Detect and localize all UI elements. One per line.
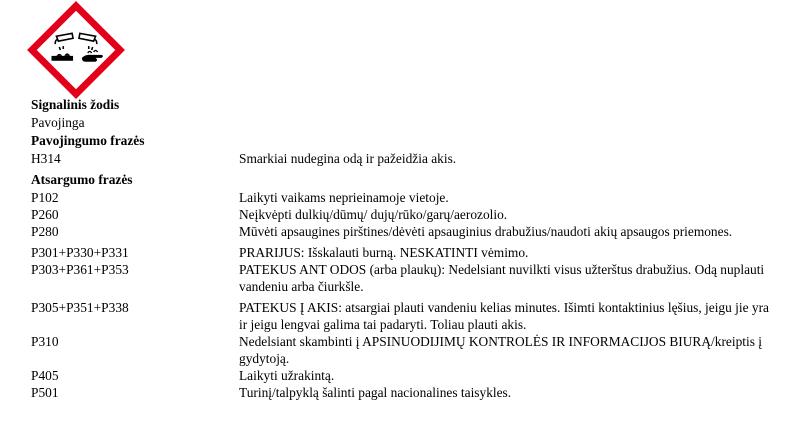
statement-text: Laikyti vaikams neprieinamoje vietoje. xyxy=(239,190,449,205)
statement-row-p303-p361-p353 xyxy=(31,261,781,295)
statement-code: P102 xyxy=(31,190,59,205)
statement-row-h314 xyxy=(31,150,781,167)
statement-code: P305+P351+P338 xyxy=(31,300,129,315)
statement-text: Turinį/talpyklą šalinti pagal nacionalines taisykles. xyxy=(239,385,512,400)
statement-text: PATEKUS Į AKIS: atsargiai plauti vandeniu kelias minutes. Išimti kontaktinius lęšius, jeigu jie yra ir jeigu lengvai galima tai padaryti. Toliau plauti akis. xyxy=(239,300,769,332)
statement-text: PATEKUS ANT ODOS (arba plaukų): Nedelsiant nuvilkti visus užterštus drabužius. Odą nuplauti vandeniu arba čiurkšle. xyxy=(239,262,765,294)
statement-row-p102 xyxy=(31,189,781,206)
statement-row-p310 xyxy=(31,333,781,367)
signal-word-value: Pavojinga xyxy=(31,115,85,130)
corrosion-ghs05-icon xyxy=(27,1,125,99)
statement-text: PRARIJUS: Išskalauti burną. NESKATINTI vėmimo. xyxy=(239,245,529,260)
statement-row-p280 xyxy=(31,223,781,240)
statement-text: Neįkvėpti dulkių/dūmų/ dujų/rūko/garų/aerozolio. xyxy=(239,207,508,222)
corrosion-pictogram xyxy=(27,1,125,99)
statement-code: P310 xyxy=(31,334,59,349)
statement-row-p260 xyxy=(31,206,781,223)
label-elements xyxy=(31,96,781,401)
statement-text: Mūvėti apsaugines pirštines/dėvėti apsauginius drabužius/naudoti akių apsaugos priemones. xyxy=(239,224,733,239)
statement-code: P260 xyxy=(31,207,59,222)
statement-row-p501 xyxy=(31,384,781,401)
statement-code: P303+P361+P353 xyxy=(31,262,129,277)
statement-text: Laikyti užrakintą. xyxy=(239,368,335,383)
statement-code: P405 xyxy=(31,368,59,383)
statement-code: P280 xyxy=(31,224,59,239)
signal-word-heading: Signalinis žodis xyxy=(31,97,120,112)
statement-row-p305-p351-p338 xyxy=(31,299,781,333)
statement-row-p405 xyxy=(31,367,781,384)
precautionary-statements-heading: Atsargumo frazės xyxy=(31,172,133,187)
statement-code: H314 xyxy=(31,151,61,166)
statement-text: Smarkiai nudegina odą ir pažeidžia akis. xyxy=(239,151,457,166)
hazard-statements-heading: Pavojingumo frazės xyxy=(31,133,145,148)
statement-code: P301+P330+P331 xyxy=(31,245,129,260)
statement-row-p301-p330-p331 xyxy=(31,244,781,261)
statement-text: Nedelsiant skambinti į APSINUODIJIMŲ KONTROLĖS IR INFORMACIJOS BIURĄ/kreiptis į gydytoją. xyxy=(239,334,762,366)
statement-code: P501 xyxy=(31,385,59,400)
